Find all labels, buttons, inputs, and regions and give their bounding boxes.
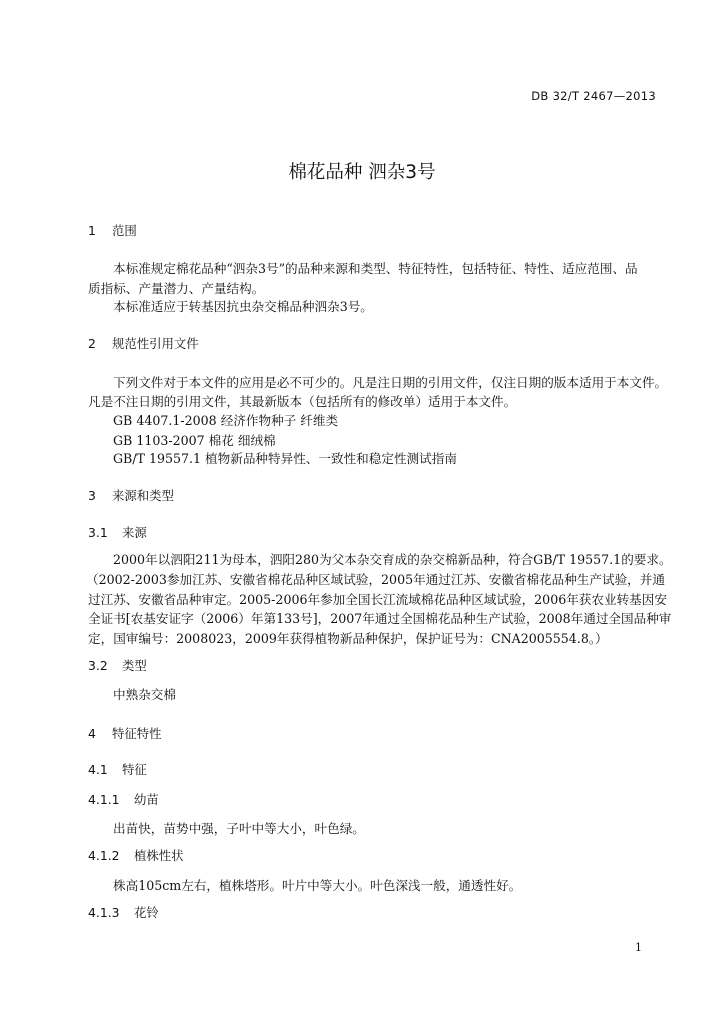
section-title: 特征特性 bbox=[111, 726, 162, 741]
section-title: 类型 bbox=[121, 658, 147, 673]
section-title: 来源和类型 bbox=[111, 488, 174, 503]
section-heading-4 bbox=[88, 724, 162, 742]
paragraph-line: 本标准适应于转基因抗虫杂交棉品种泗杂3号。 bbox=[113, 299, 373, 314]
paragraph-line: 过江苏、安徽省品种审定。2005-2006年参加全国长江流域棉花品种区域试验，2006年获农业转基因安 bbox=[88, 592, 667, 607]
subsection-heading-3-2 bbox=[88, 656, 147, 674]
section-title: 来源 bbox=[121, 525, 147, 540]
section-number: 4.1 bbox=[88, 762, 108, 777]
subsection-heading-4-1-3 bbox=[88, 903, 159, 921]
document-code: DB 32/T 2467—2013 bbox=[531, 89, 656, 103]
section-title: 特征 bbox=[121, 762, 147, 777]
paragraph-line: 全证书[农基安证字（2006）年第133号]，2007年通过全国棉花品种生产试验，2008年通过全国品种审 bbox=[88, 611, 672, 626]
subsection-heading-3-1 bbox=[88, 523, 147, 541]
section-number: 3.2 bbox=[88, 658, 108, 673]
subsection-heading-4-1-1 bbox=[88, 790, 159, 808]
subsection-heading-4-1 bbox=[88, 760, 147, 778]
reference-item: GB/T 19557.1 植物新品种特异性、一致性和稳定性测试指南 bbox=[113, 451, 457, 466]
paragraph-line: 出苗快，苗势中强，子叶中等大小，叶色绿。 bbox=[113, 821, 365, 836]
section-heading-1 bbox=[88, 221, 137, 239]
section-number: 4.1.2 bbox=[88, 848, 120, 863]
document-title: 棉花品种 泗杂3号 bbox=[288, 162, 436, 183]
paragraph-line: 本标准规定棉花品种“泗杂3号”的品种来源和类型、特征特性，包括特征、特性、适应范围、品 bbox=[113, 261, 638, 276]
section-number: 3.1 bbox=[88, 525, 108, 540]
section-title: 范围 bbox=[111, 223, 137, 238]
paragraph-line: 株高105cm左右，植株塔形。叶片中等大小。叶色深浅一般，通透性好。 bbox=[113, 878, 522, 893]
section-number: 2 bbox=[88, 336, 96, 351]
paragraph-line: （2002-2003参加江苏、安徽省棉花品种区域试验，2005年通过江苏、安徽省棉花品种生产试验，并通 bbox=[86, 572, 665, 587]
section-title: 规范性引用文件 bbox=[111, 336, 199, 351]
section-number: 3 bbox=[88, 488, 96, 503]
section-heading-3 bbox=[88, 486, 174, 504]
paragraph-line: 凡是不注日期的引用文件，其最新版本（包括所有的修改单）适用于本文件。 bbox=[88, 394, 517, 409]
subsection-heading-4-1-2 bbox=[88, 846, 184, 864]
reference-item: GB 4407.1-2008 经济作物种子 纤维类 bbox=[113, 413, 339, 428]
paragraph-line: 2000年以泗阳211为母本，泗阳280为父本杂交育成的杂交棉新品种，符合GB/T 19557.1的要求。 bbox=[113, 552, 672, 567]
paragraph-line: 中熟杂交棉 bbox=[113, 687, 176, 702]
paragraph-line: 定，国审编号：2008023，2009年获得植物新品种保护，保护证号为：CNA2005554.8。） bbox=[88, 631, 608, 646]
page-number: 1 bbox=[635, 941, 642, 954]
paragraph-line: 下列文件对于本文件的应用是必不可少的。凡是注日期的引用文件，仅注日期的版本适用于本文件。 bbox=[113, 375, 668, 390]
paragraph-line: 质指标、产量潜力、产量结构。 bbox=[88, 281, 265, 296]
section-number: 4.1.3 bbox=[88, 905, 120, 920]
section-number: 4 bbox=[88, 726, 96, 741]
section-title: 花铃 bbox=[133, 905, 159, 920]
section-heading-2 bbox=[88, 334, 199, 352]
section-title: 幼苗 bbox=[133, 792, 159, 807]
section-number: 1 bbox=[88, 223, 96, 238]
section-title: 植株性状 bbox=[133, 848, 184, 863]
reference-item: GB 1103-2007 棉花 细绒棉 bbox=[113, 433, 276, 448]
section-number: 4.1.1 bbox=[88, 792, 120, 807]
